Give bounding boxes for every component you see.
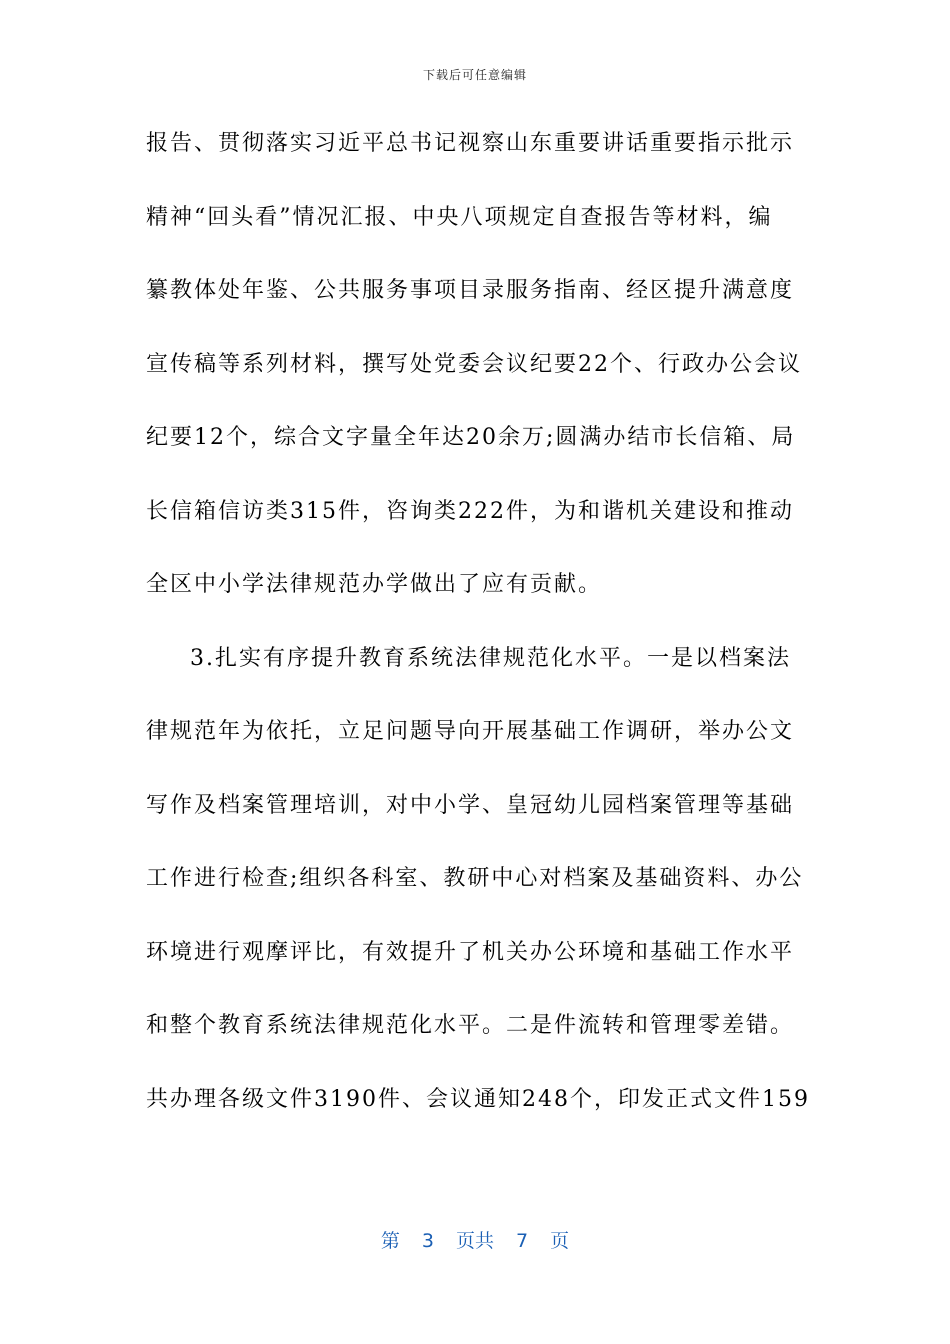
footer-middle: 页共	[455, 1230, 494, 1252]
body-line: 报告、贯彻落实习近平总书记视察山东重要讲话重要指示批示	[146, 131, 795, 156]
body-line: 宣传稿等系列材料，撰写处党委会议纪要22个、行政办公会议	[146, 351, 802, 377]
body-line: 律规范年为依托，立足问题导向开展基础工作调研，举办公文	[146, 719, 795, 744]
body-line: 全区中小学法律规范办学做出了应有贡献。	[146, 572, 603, 597]
footer-prefix: 第	[380, 1230, 400, 1252]
page-footer	[0, 1226, 950, 1253]
body-line: 写作及档案管理培训，对中小学、皇冠幼儿园档案管理等基础	[146, 792, 795, 818]
body-line: 纂教体处年鉴、公共服务事项目录服务指南、经区提升满意度	[146, 278, 795, 303]
body-line: 纪要12个，综合文字量全年达20余万;圆满办结市长信箱、局	[146, 425, 796, 450]
body-line: 共办理各级文件3190件、会议通知248个，印发正式文件159	[146, 1086, 810, 1112]
body-line: 长信箱信访类315件，咨询类222件，为和谐机关建设和推动	[146, 498, 794, 524]
body-line: 和整个教育系统法律规范化水平。二是件流转和管理零差错。	[146, 1013, 795, 1038]
document-body	[146, 114, 810, 1143]
header-note: 下载后可任意编辑	[422, 68, 527, 82]
body-line: 工作进行检查;组织各科室、教研中心对档案及基础资料、办公	[146, 866, 804, 891]
total-page-count: 7	[516, 1230, 529, 1252]
paragraph-start-line: 3.扎实有序提升教育系统法律规范化水平。一是以档案法	[190, 645, 791, 671]
body-line: 环境进行观摩评比，有效提升了机关办公环境和基础工作水平	[146, 939, 795, 965]
footer-suffix: 页	[550, 1230, 570, 1252]
current-page-number: 3	[421, 1230, 434, 1252]
body-line: 精神“回头看”情况汇报、中央八项规定自查报告等材料，编	[146, 204, 773, 230]
